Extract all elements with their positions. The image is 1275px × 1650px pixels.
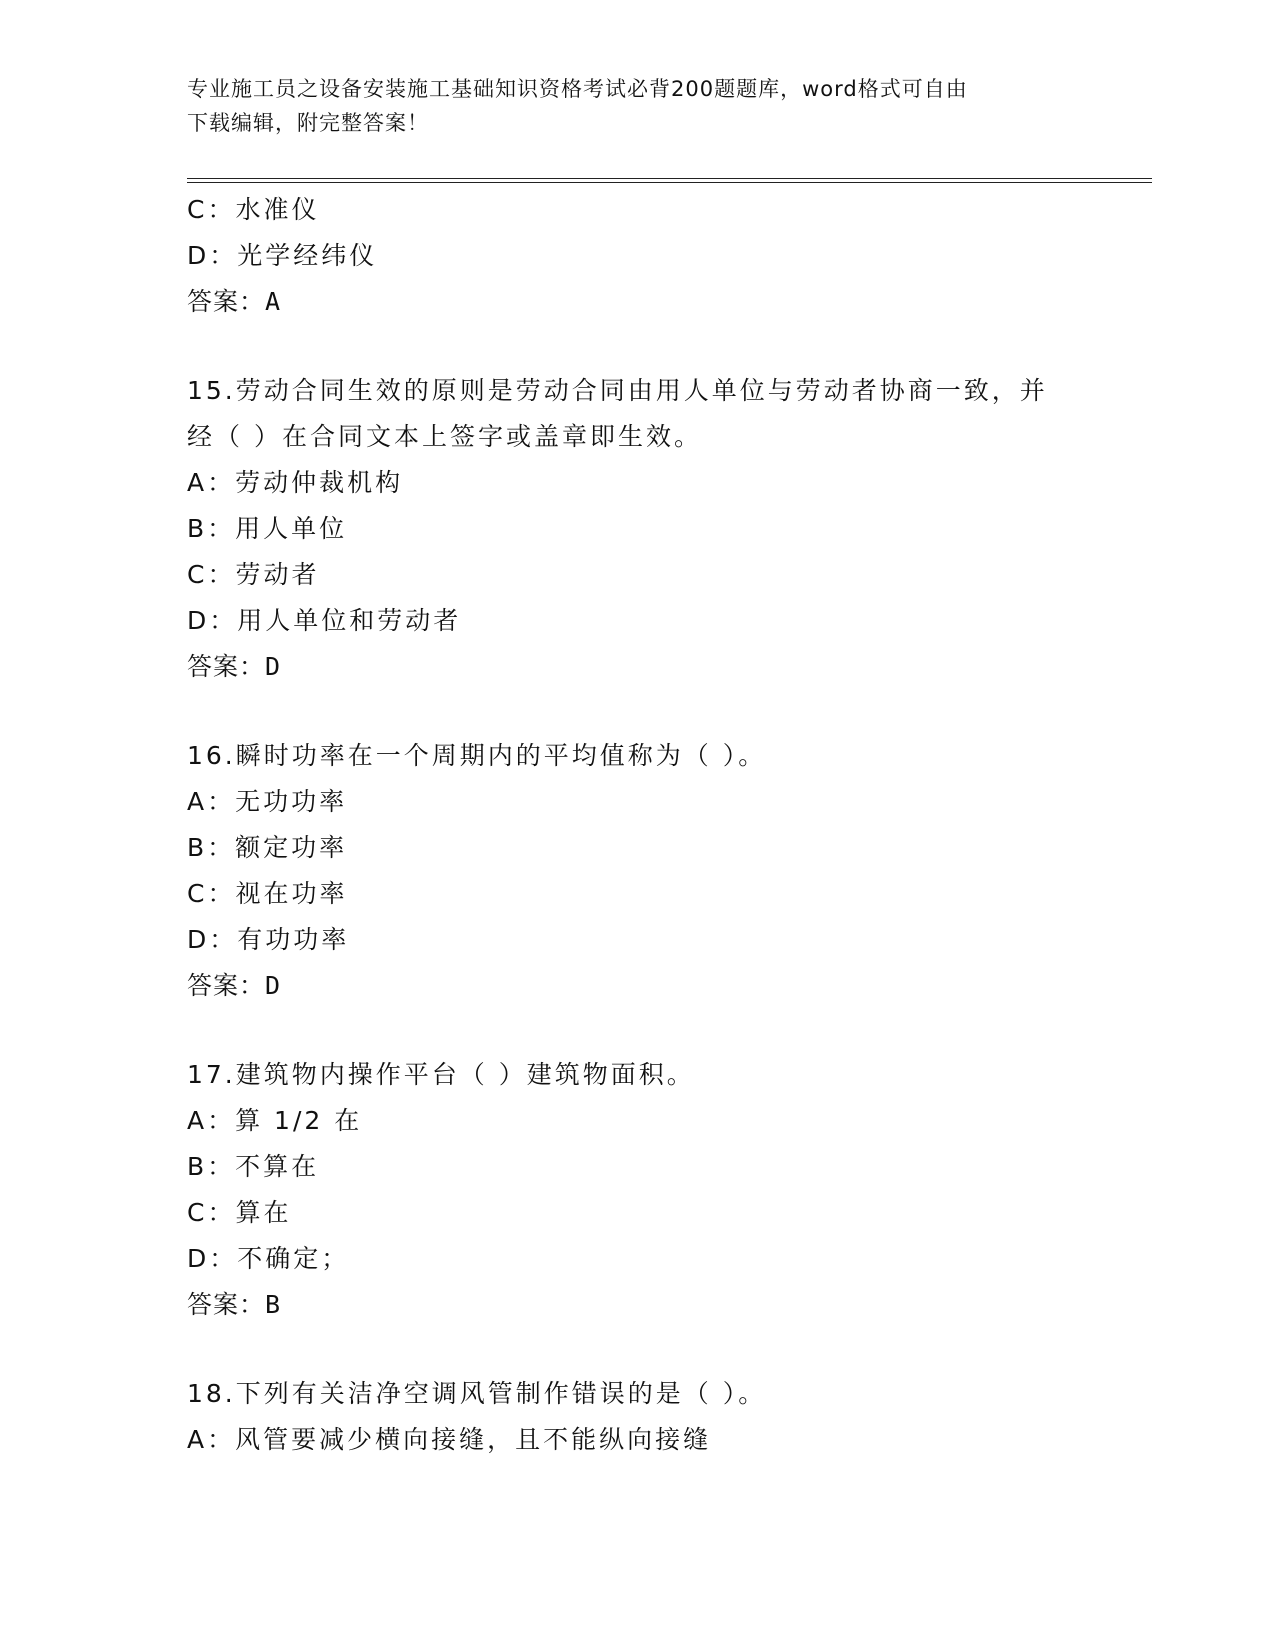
question-14 bbox=[187, 187, 1087, 325]
option-b: B：额定功率 bbox=[187, 833, 348, 862]
question-stem-line-1: 18.下列有关洁净空调风管制作错误的是（ ）。 bbox=[187, 1379, 767, 1408]
question-18 bbox=[187, 1371, 1087, 1463]
option-a: A：风管要减少横向接缝，且不能纵向接缝 bbox=[187, 1425, 712, 1454]
answer-label: 答案： bbox=[187, 1290, 266, 1319]
question-stem-line-1: 16.瞬时功率在一个周期内的平均值称为（ ）。 bbox=[187, 741, 767, 770]
header-divider-top bbox=[187, 178, 1152, 179]
option-c: C：水准仪 bbox=[187, 195, 320, 224]
answer-value: D bbox=[265, 971, 282, 1000]
option-c: C：算在 bbox=[187, 1198, 292, 1227]
answer-line bbox=[187, 963, 1087, 1009]
option-a: A：算 1/2 在 bbox=[187, 1106, 363, 1135]
option-b: B：不算在 bbox=[187, 1152, 320, 1181]
option-c: C：劳动者 bbox=[187, 560, 320, 589]
header-line-1: 专业施工员之设备安装施工基础知识资格考试必背200题题库，word格式可自由 bbox=[187, 77, 968, 101]
spacer bbox=[187, 1009, 1087, 1052]
answer-label: 答案： bbox=[187, 287, 266, 316]
option-d: D：有功功率 bbox=[187, 925, 350, 954]
question-16 bbox=[187, 733, 1087, 1009]
question-15 bbox=[187, 368, 1087, 690]
option-a: A：无功功率 bbox=[187, 787, 348, 816]
question-stem-line-1: 15.劳动合同生效的原则是劳动合同由用人单位与劳动者协商一致，并 bbox=[187, 376, 1048, 405]
option-a: A：劳动仲裁机构 bbox=[187, 468, 404, 497]
question-stem-line-1: 17.建筑物内操作平台（ ）建筑物面积。 bbox=[187, 1060, 695, 1089]
answer-value: D bbox=[265, 652, 282, 681]
answer-line bbox=[187, 279, 1087, 325]
answer-line bbox=[187, 1282, 1087, 1328]
document-header bbox=[187, 72, 1087, 140]
answer-value: A bbox=[265, 287, 282, 316]
option-d: D：不确定； bbox=[187, 1244, 350, 1273]
header-divider-bottom bbox=[187, 182, 1152, 183]
spacer bbox=[187, 1328, 1087, 1371]
answer-line bbox=[187, 644, 1087, 690]
option-d: D：用人单位和劳动者 bbox=[187, 606, 462, 635]
question-list bbox=[187, 187, 1087, 1463]
answer-label: 答案： bbox=[187, 971, 266, 1000]
spacer bbox=[187, 325, 1087, 368]
option-c: C：视在功率 bbox=[187, 879, 348, 908]
header-line-2: 下载编辑，附完整答案！ bbox=[187, 111, 429, 135]
option-d: D：光学经纬仪 bbox=[187, 241, 378, 270]
option-b: B：用人单位 bbox=[187, 514, 348, 543]
answer-label: 答案： bbox=[187, 652, 266, 681]
question-17 bbox=[187, 1052, 1087, 1328]
spacer bbox=[187, 690, 1087, 733]
answer-value: B bbox=[265, 1290, 282, 1319]
question-stem-line-2: 经（ ）在合同文本上签字或盖章即生效。 bbox=[187, 422, 702, 451]
